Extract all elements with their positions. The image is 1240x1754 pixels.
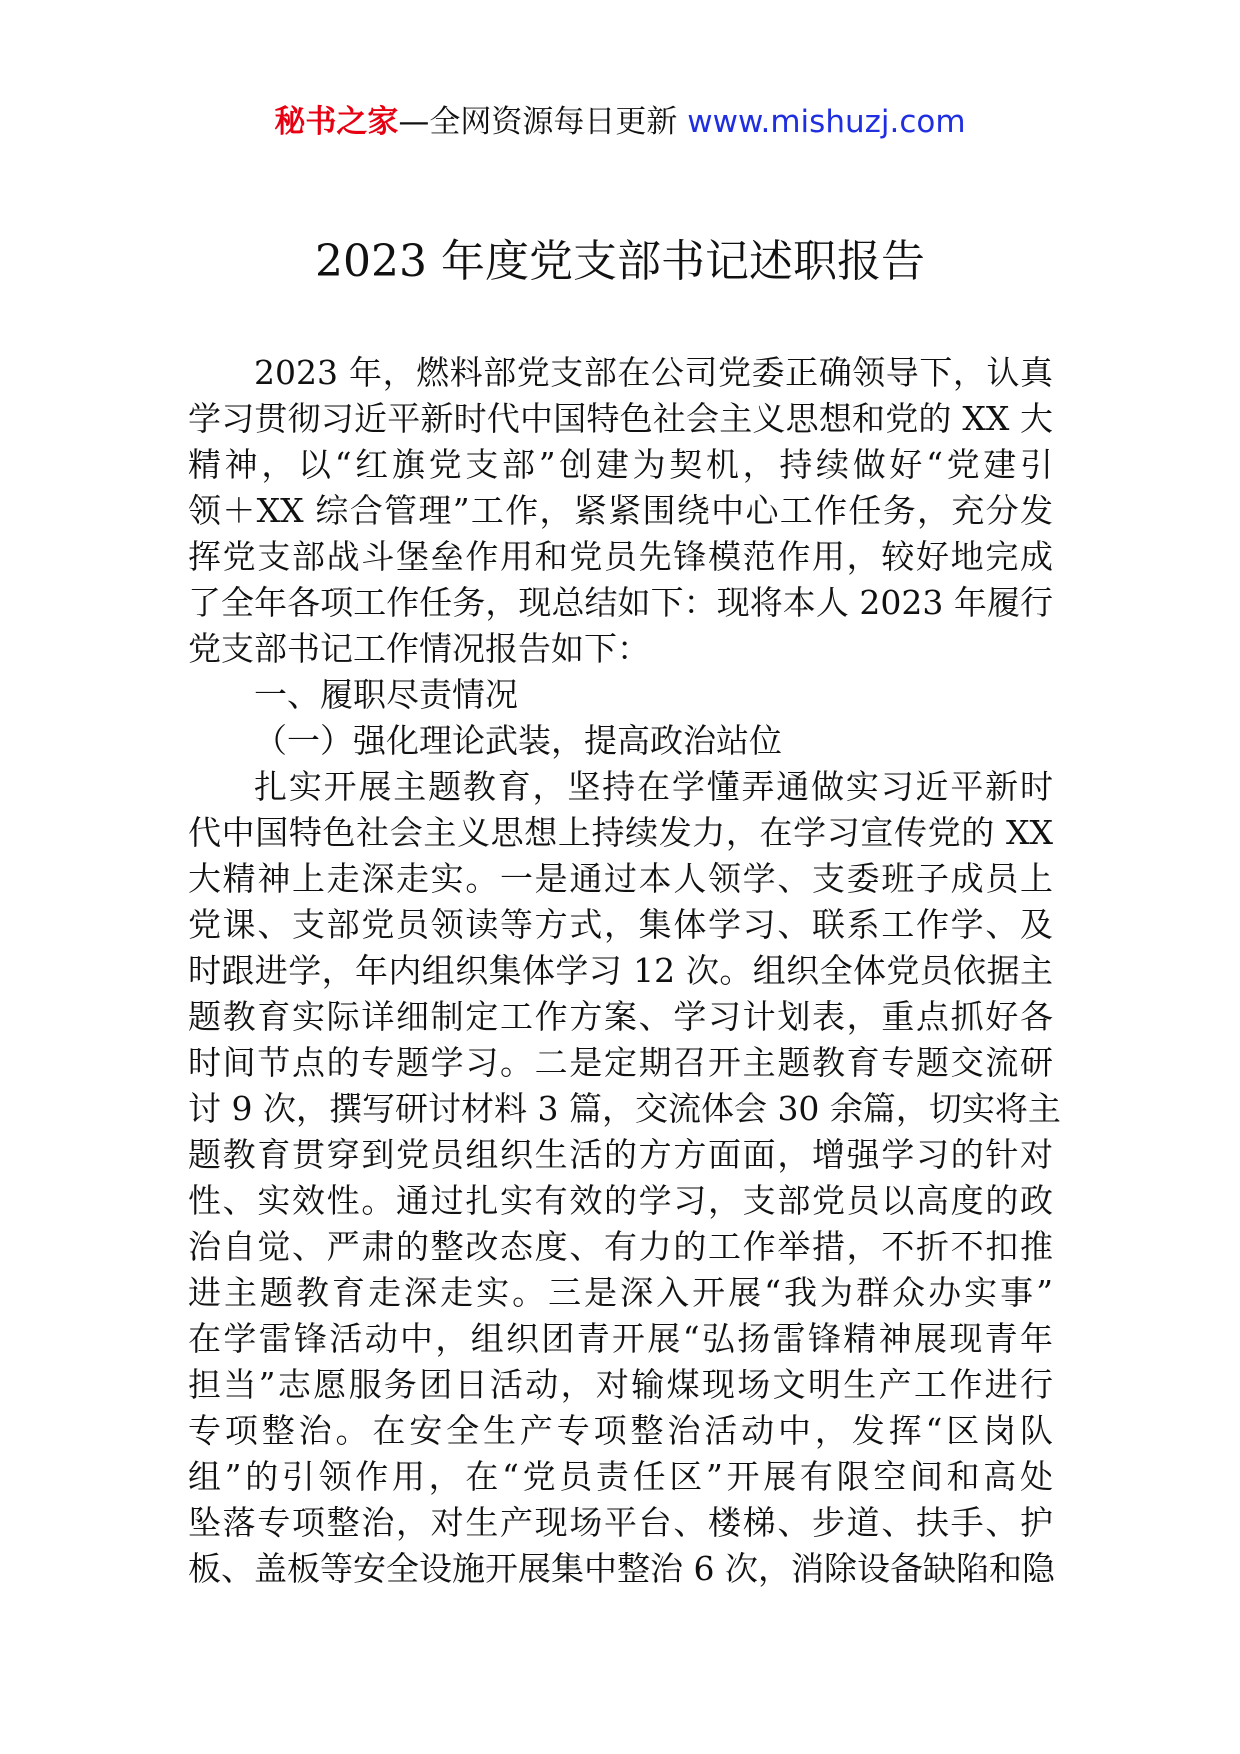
paragraph-line: 精神，以“红旗党支部”创建为契机，持续做好“党建引 bbox=[188, 445, 1053, 484]
paragraph-line: 代中国特色社会主义思想上持续发力，在学习宣传党的 XX bbox=[188, 813, 1053, 852]
paragraph-line: 时间节点的专题学习。二是定期召开主题教育专题交流研 bbox=[188, 1043, 1053, 1082]
paragraph-line: 挥党支部战斗堡垒作用和党员先锋模范作用，较好地完成 bbox=[188, 537, 1053, 576]
paragraph-line: 在学雷锋活动中，组织团青开展“弘扬雷锋精神展现青年 bbox=[188, 1319, 1053, 1358]
paragraph-line: 学习贯彻习近平新时代中国特色社会主义思想和党的 XX 大 bbox=[188, 399, 1053, 438]
paragraph-line: 板、盖板等安全设施开展集中整治 6 次，消除设备缺陷和隐 bbox=[188, 1549, 1055, 1588]
site-url-link[interactable]: www.mishuzj.com bbox=[687, 104, 966, 140]
paragraph-line: 领＋XX 综合管理”工作，紧紧围绕中心工作任务，充分发 bbox=[188, 491, 1053, 530]
paragraph-line: 进主题教育走深走实。三是深入开展“我为群众办实事” bbox=[188, 1273, 1053, 1312]
subsection-heading: （一）强化理论武装，提高政治站位 bbox=[254, 721, 782, 760]
site-slogan: —全网资源每日更新 bbox=[398, 104, 678, 140]
paragraph-line: 时跟进学，年内组织集体学习 12 次。组织全体党员依据主 bbox=[188, 951, 1053, 990]
paragraph-line: 党支部书记工作情况报告如下： bbox=[188, 629, 650, 668]
site-brand[interactable]: 秘书之家 bbox=[274, 104, 399, 140]
document-title: 2023 年度党支部书记述职报告 bbox=[315, 236, 925, 287]
section-heading: 一、履职尽责情况 bbox=[254, 675, 518, 714]
paragraph-line: 题教育实际详细制定工作方案、学习计划表，重点抓好各 bbox=[188, 997, 1053, 1036]
paragraph-line: 性、实效性。通过扎实有效的学习，支部党员以高度的政 bbox=[188, 1181, 1053, 1220]
paragraph-line: 题教育贯穿到党员组织生活的方方面面，增强学习的针对 bbox=[188, 1135, 1053, 1174]
paragraph-line: 组”的引领作用，在“党员责任区”开展有限空间和高处 bbox=[188, 1457, 1053, 1496]
paragraph-line: 坠落专项整治，对生产现场平台、楼梯、步道、扶手、护 bbox=[188, 1503, 1053, 1542]
paragraph-line: 大精神上走深走实。一是通过本人领学、支委班子成员上 bbox=[188, 859, 1053, 898]
paragraph-line: 党课、支部党员领读等方式，集体学习、联系工作学、及 bbox=[188, 905, 1053, 944]
paragraph-line: 扎实开展主题教育，坚持在学懂弄通做实习近平新时 bbox=[254, 767, 1053, 806]
paragraph-line: 专项整治。在安全生产专项整治活动中，发挥“区岗队 bbox=[188, 1411, 1053, 1450]
site-header-banner bbox=[0, 100, 1240, 144]
paragraph-line: 治自觉、严肃的整改态度、有力的工作举措，不折不扣推 bbox=[188, 1227, 1053, 1266]
paragraph-line: 了全年各项工作任务，现总结如下：现将本人 2023 年履行 bbox=[188, 583, 1053, 622]
paragraph-line: 担当”志愿服务团日活动，对输煤现场文明生产工作进行 bbox=[188, 1365, 1053, 1404]
document-body bbox=[188, 350, 1061, 1592]
paragraph-line: 2023 年，燃料部党支部在公司党委正确领导下，认真 bbox=[254, 353, 1053, 392]
paragraph-line: 讨 9 次，撰写研讨材料 3 篇，交流体会 30 余篇，切实将主 bbox=[188, 1089, 1061, 1128]
